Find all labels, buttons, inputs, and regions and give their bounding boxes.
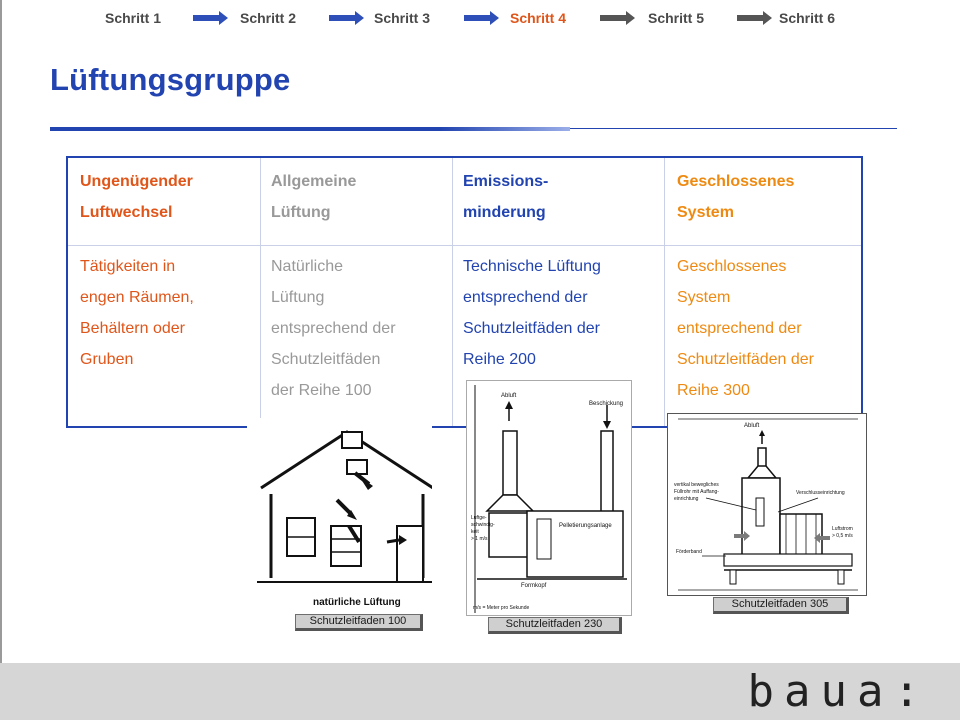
left-border: [0, 0, 2, 663]
step-3[interactable]: Schritt 3: [374, 10, 431, 26]
arrow-right-icon: [193, 10, 229, 26]
closed-system-drawing: [668, 414, 866, 595]
page-title: Lüftungsgruppe: [50, 62, 291, 97]
ventilation-table: [66, 156, 863, 428]
arrow-right-icon: [737, 10, 773, 26]
caption-100: Schutzleitfaden 100: [295, 614, 423, 631]
label-luftstrom: Luftstrom > 0,5 m/s: [832, 526, 853, 539]
column-divider: [452, 158, 453, 426]
arrow-right-icon: [329, 10, 365, 26]
natural-ventilation-label: natürliche Lüftung: [313, 597, 401, 608]
column-divider: [664, 158, 665, 426]
label-fuellrohr: vertikal bewegliches Füllrohr mit Auffang- einrichtung: [674, 482, 719, 502]
label-luftgeschwindigkeit: Luftge- schwindig- keit > 1 m/s: [471, 515, 495, 542]
label-abluft-closed: Abluft: [744, 423, 760, 429]
label-verschlusseinrichtung: Verschlusseinrichtung: [796, 490, 845, 496]
header-emission-reduction: Emissions- minderung: [463, 173, 549, 221]
natural-ventilation-image: [247, 418, 432, 627]
house-drawing: [247, 418, 432, 618]
cell-general-ventilation: Natürliche Lüftung entsprechend der Schutzleitfäden der Reihe 100: [271, 258, 396, 399]
cell-insufficient-air-exchange: Tätigkeiten in engen Räumen, Behältern oder Gruben: [80, 258, 194, 368]
technical-ventilation-image: [466, 380, 632, 616]
step-6[interactable]: Schritt 6: [779, 10, 836, 26]
header-closed-system: Geschlossenes System: [677, 173, 795, 221]
step-4[interactable]: Schritt 4: [510, 10, 567, 26]
caption-230: Schutzleitfaden 230: [488, 617, 622, 634]
step-5[interactable]: Schritt 5: [648, 10, 705, 26]
label-formkopf: Formkopf: [521, 583, 547, 589]
label-foerderband: Förderband: [676, 549, 702, 555]
footer-bar: [0, 663, 960, 720]
step-navigation: [0, 0, 960, 40]
title-underline-thin: [570, 128, 897, 129]
cell-closed-system: Geschlossenes System entsprechend der Schutzleitfäden der Reihe 300: [677, 258, 814, 399]
arrow-right-icon: [464, 10, 500, 26]
label-beschickung: Beschickung: [589, 401, 624, 407]
column-divider: [260, 158, 261, 426]
baua-logo: baua:: [747, 666, 930, 717]
caption-305: Schutzleitfaden 305: [713, 597, 849, 614]
header-insufficient-air-exchange: Ungenügender Luftwechsel: [80, 173, 193, 221]
step-2[interactable]: Schritt 2: [240, 10, 297, 26]
step-1[interactable]: Schritt 1: [105, 10, 162, 26]
label-pelletierungsanlage: Pelletierungsanlage: [559, 523, 612, 529]
closed-system-image: [667, 413, 867, 596]
label-abluft: Abluft: [501, 393, 517, 399]
header-general-ventilation: Allgemeine Lüftung: [271, 173, 357, 221]
arrow-right-icon: [600, 10, 636, 26]
cell-emission-reduction: Technische Lüftung entsprechend der Schutzleitfäden der Reihe 200: [463, 258, 601, 368]
pelletizing-plant-drawing: [467, 381, 633, 617]
row-divider: [68, 245, 861, 246]
label-unit: m/s = Meter pro Sekunde: [473, 605, 530, 611]
title-underline: [50, 127, 570, 131]
